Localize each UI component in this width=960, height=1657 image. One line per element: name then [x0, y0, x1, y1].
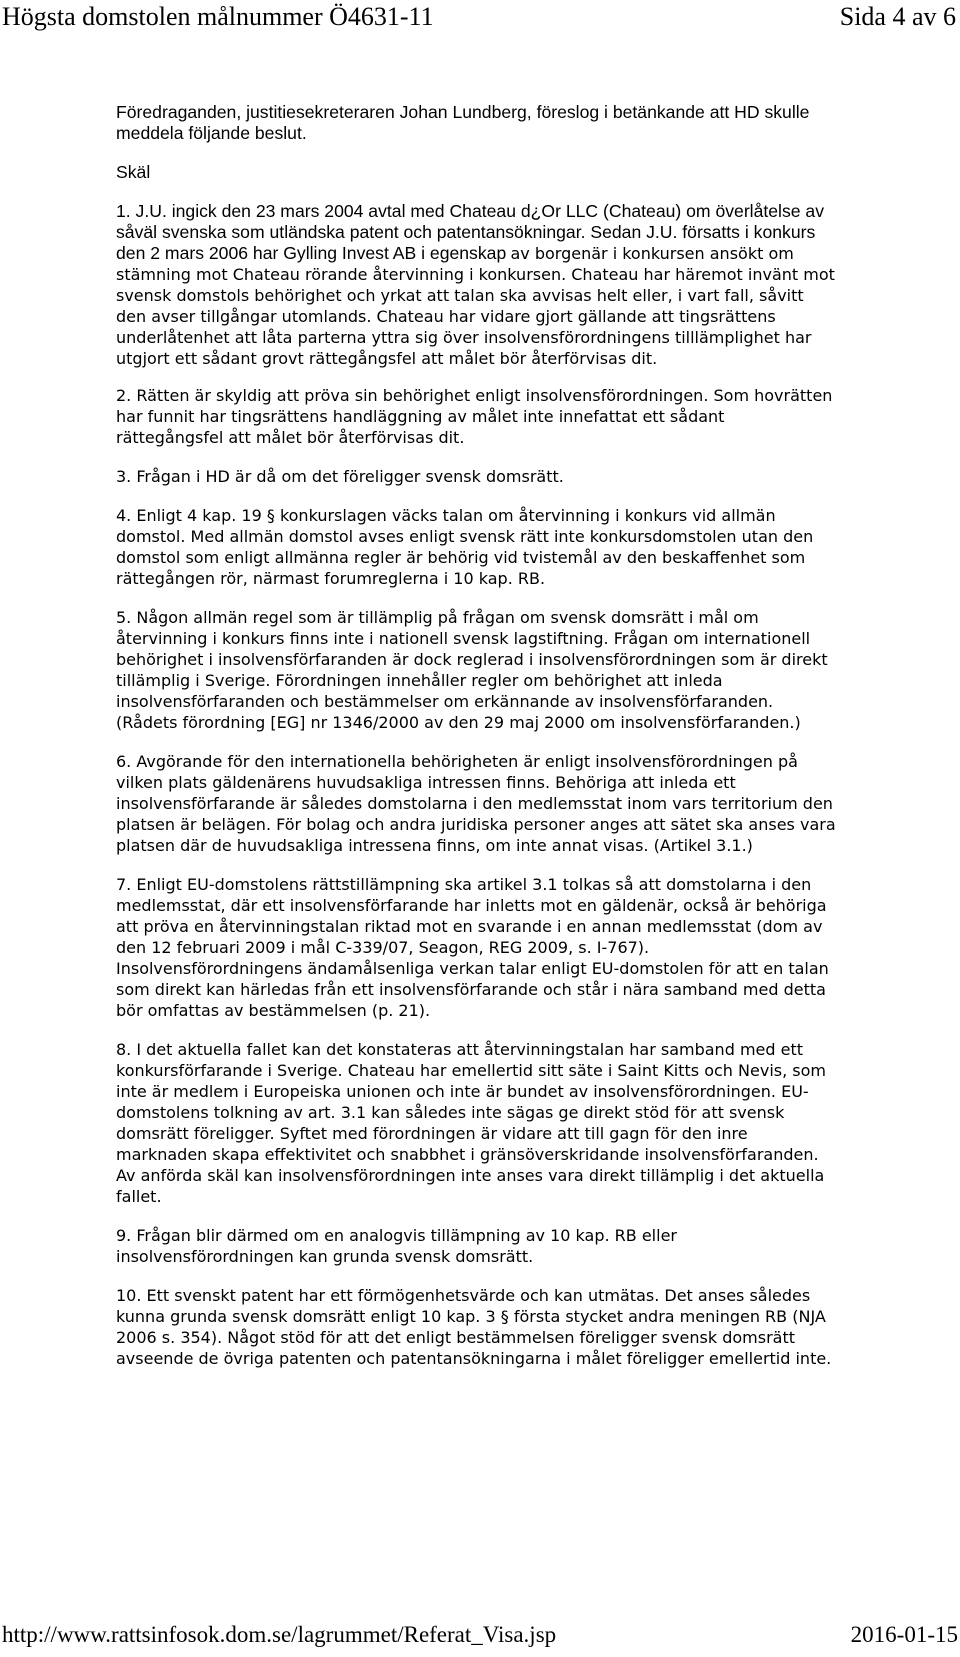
document-body: [116, 102, 836, 1387]
paragraph-6: 6. Avgörande för den internationella behörigheten är enligt insolvensförordningen på vilken plats gäldenärens huvudsakliga intressen finns. Behöriga att inleda ett insolvensförfarande är således domstolarna i den medlemsstat inom vars territorium den platsen är belägen. För bolag och andra juridiska personer anges att sätet ska anses vara platsen där de huvudsakliga intressena finns, om inte annat visas. (Artikel 3.1.): [116, 752, 836, 855]
skal-heading: Skäl: [116, 162, 151, 182]
paragraph-7: 7. Enligt EU-domstolens rättstillämpning ska artikel 3.1 tolkas så att domstolarna i den medlemsstat, där ett insolvensförfarande har inletts mot en gäldenär, också är behöriga att pröva en återvinningstalan riktad mot en svarande i en annan medlemsstat (dom av den 12 februari 2009 i mål C-339/07, Seagon, REG 2009, s. I-767). Insolvensförordningens ändamålsenliga verkan talar enligt EU-domstolen för att en talan som direkt kan härledas från ett insolvensförfarande och står i nära samband med detta bör omfattas av bestämmelsen (p. 21).: [116, 875, 829, 1020]
intro-paragraph: Föredraganden, justitiesekreteraren Johan Lundberg, föreslog i betänkande att HD skulle meddela följande beslut.: [116, 102, 810, 143]
print-date: 2016-01-15: [850, 1622, 958, 1647]
paragraph-1-part-1: 1. J.U. ingick den 23 mars 2004 avtal med Chateau d¿Or LLC (Chateau) om överlåtelse av såväl svenska som utländska patent och patentansökningar. Sedan J.U. försatts i konkurs den 2 mars 2006 har Gylling Invest AB i egenskap: [116, 201, 825, 263]
paragraph-10-after: första stycket andra meningen RB (NJA 2006 s. 354). Något stöd för att det enligt bestämmelsen föreligger svensk domsrätt avseende de övriga patenten och patentansökningarna i målet föreligger emellertid inte.: [116, 1307, 832, 1368]
paragraph-2: 2. Rätten är skyldig att pröva sin behörighet enligt insolvensförordningen. Som hovrätten har funnit har tingsrättens handläggning av målet inte innefattat ett sådant rättegångsfel att målet bör återförvisas dit.: [116, 386, 833, 447]
paragraph-10-before: 10. Ett svenskt patent har ett förmögenhetsvärde och kan utmätas. Det anses således kunna grunda svensk domsrätt enligt 10 kap. 3: [116, 1286, 811, 1326]
paragraph-8: 8. I det aktuella fallet kan det konstateras att återvinningstalan har samband med ett konkursförfarande i Sverige. Chateau har emellertid sitt säte i Saint Kitts och Nevis, som inte är medlem i Europeiska unionen och inte är bundet av insolvensförordningen. EU-domstolens tolkning av art. 3.1 kan således inte sägas ge direkt stöd för att svensk domsrätt föreligger. Syftet med förordningen är vidare att till gagn för den inre marknaden skapa effektivitet och snabbhet i gränsöverskridande insolvensförfaranden. Av anförda skäl kan insolvensförordningen inte anses vara direkt tillämplig i det aktuella fallet.: [116, 1040, 826, 1206]
page-number: Sida 4 av 6: [839, 2, 956, 31]
paragraph-4-before: 4. Enligt 4 kap. 19: [116, 506, 262, 525]
page-footer: [0, 1622, 960, 1657]
section-sign-icon: §: [266, 506, 275, 525]
source-url: http://www.rattsinfosok.dom.se/lagrummet/Referat_Visa.jsp: [2, 1622, 557, 1647]
paragraph-3: 3. Frågan i HD är då om det föreligger svensk domsrätt.: [116, 467, 564, 486]
document-title: Högsta domstolen målnummer Ö4631-11: [2, 2, 434, 31]
paragraph-5: 5. Någon allmän regel som är tillämplig på frågan om svensk domsrätt i mål om återvinning i konkurs finns inte i nationell svensk lagstiftning. Frågan om internationell behörighet i insolvensförfaranden är dock reglerad i insolvensförordningen som är direkt tillämplig i Sverige. Förordningen innehåller regler om behörighet att inleda insolvensförfaranden och bestämmelser om erkännande av insolvensförfaranden. (Rådets förordning [EG] nr 1346/2000 av den 29 maj 2000 om insolvensförfaranden.): [116, 608, 828, 732]
paragraph-4: [116, 505, 836, 589]
page-header: [0, 0, 960, 40]
paragraph-9: 9. Frågan blir därmed om en analogvis tillämpning av 10 kap. RB eller insolvensförordningen kan grunda svensk domsrätt.: [116, 1226, 677, 1266]
section-sign-icon: §: [500, 1307, 509, 1326]
paragraph-10: [116, 1285, 836, 1369]
paragraph-1: [116, 201, 836, 369]
paragraph-4-after: konkurslagen väcks talan om återvinning i konkurs vid allmän domstol. Med allmän domstol avses enligt svensk rätt inte konkursdomstolen utan den domstol som enligt allmänna regler är behörig vid tvistemål av den beskaffenhet som rättegången rör, närmast forumreglerna i 10 kap. RB.: [116, 506, 814, 588]
paragraph-1-part-2: av borgenär i konkursen ansökt om stämning mot Chateau rörande återvinning i konkursen. Chateau har häremot invänt mot svensk domstols behörighet och yrkat att talan ska avvisas helt eller, i vart fall, såvitt den avser tillgångar utomlands. Chateau har vidare gjort gällande att tingsrättens underlåtenhet att låta parterna yttra sig över insolvensförordningens tilllämplighet har utgjort ett sådant grovt rättegångsfel att målet bör återförvisas dit.: [116, 244, 835, 368]
